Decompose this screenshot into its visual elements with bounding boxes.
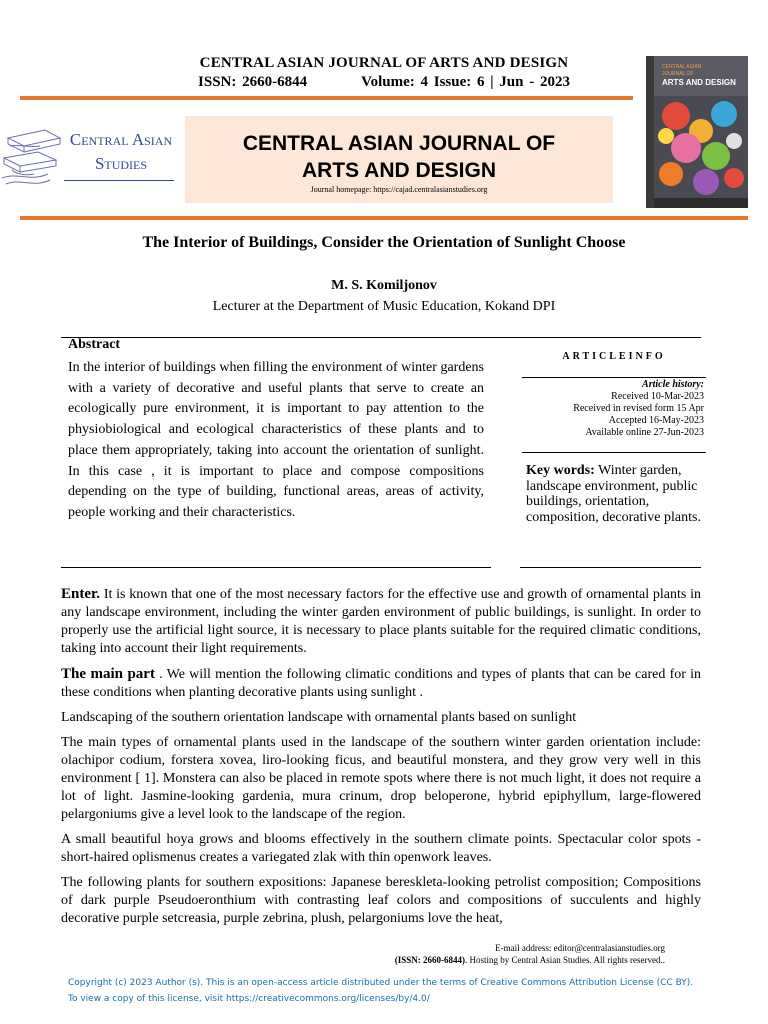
author-affiliation: Lecturer at the Department of Music Education, Kokand DPI	[212, 299, 556, 314]
cover-line-2: JOURNAL OF	[662, 71, 694, 77]
keywords	[526, 463, 710, 525]
abstract-text: In the interior of buildings when filling the environment of winter gardens with a variety of decorative and useful plants that serve to create an ecologically pure environment, it is important to pay attention to the physiobiological and ecological characteristics of these plants and to place them appropriately, taking into account the orientation of sunlight. In this case , it is important to place and compose compositions depending on the type of building, functional areas, areas of activity, people working and their characteristics.	[68, 360, 484, 520]
keywords-label: Key words:	[526, 463, 595, 478]
article-history	[522, 379, 704, 439]
intro-label: Enter.	[61, 586, 101, 602]
abstract-bottom-rule-left	[61, 567, 491, 568]
copyright-line: Copyright (c) 2023 Author (s). This is an open-access article distributed under the terms of Creative Commons Attribution License (CC BY).	[68, 978, 694, 988]
footer-email: E-mail address: editor@centralasianstudies.org	[495, 943, 665, 953]
banner-title	[185, 130, 613, 184]
logo-line-2: Studies	[94, 154, 148, 173]
cover-art	[646, 56, 748, 208]
revised-date: Received in revised form 15 Apr	[573, 403, 704, 414]
main-part-paragraph	[61, 665, 701, 702]
footer-issn: (ISSN: 2660-6844)	[394, 955, 466, 965]
journal-banner	[185, 116, 613, 203]
header-bottom-rule	[20, 216, 748, 220]
banner-title-line-2: ARTS AND DESIGN	[301, 159, 497, 182]
abstract-bottom-rule-right	[520, 567, 701, 568]
article-history-label: Article history:	[642, 379, 704, 390]
cover-line-1: CENTRAL ASIAN	[662, 64, 702, 70]
article-title: The Interior of Buildings, Consider the Orientation of Sunlight Choose	[142, 234, 626, 251]
history-rule	[522, 452, 706, 453]
intro-text: It is known that one of the most necessary factors for the effective use and growth of ornamental plants in any landscape environment, including the winter garden environment of public buildings, is sunlight. In order to properly use the artificial light source, it is necessary to place plants suitable for the required climatic conditions, taking into account their light requirements.	[61, 587, 701, 656]
central-asian-studies-logo	[0, 118, 180, 198]
running-journal-title: CENTRAL ASIAN JOURNAL OF ARTS AND DESIGN	[199, 55, 569, 71]
paragraph-4: The main types of ornamental plants used in the landscape of the southern winter garden orientation include: olachipor codium, forstera xovea, liro-looking ficus, and beautiful monstera, and they grow very well in this environment [ 1]. Monstera can also be placed in remote spots where there is not much light, it does not require a lot of light. Jasmine-looking gardenia, mura crinum, drop beloperone, hybrid epiphyllum, large-flowered pelargoniums give a level look to the landscape of the region.	[61, 735, 701, 822]
paragraph-5: A small beautiful hoya grows and blooms effectively in the southern climate points. Spectacular color spots - short-haired oplismenus creates a variegated zlak with thin openwork leaves.	[61, 832, 701, 865]
intro-paragraph	[61, 585, 701, 658]
online-date: Available online 27-Jun-2023	[585, 427, 704, 438]
article-info-heading: ARTICLEINFO	[562, 351, 666, 362]
paragraph-3: Landscaping of the southern orientation landscape with ornamental plants based on sunlight	[61, 710, 577, 725]
logo-line-1: Central Asian	[69, 130, 173, 149]
banner-title-line-1: CENTRAL ASIAN JOURNAL OF	[242, 132, 556, 155]
abstract-top-rule	[61, 337, 701, 338]
cover-line-3: ARTS AND DESIGN	[662, 78, 736, 87]
abstract-heading: Abstract	[68, 337, 121, 352]
footer-hosting	[0, 955, 665, 965]
volume-issue-text: Volume: 4 Issue: 6 | Jun - 2023	[361, 74, 570, 90]
articleinfo-rule	[522, 377, 706, 378]
journal-cover-image	[646, 56, 748, 208]
author-name: M. S. Komiljonov	[331, 278, 437, 293]
logo-wordmark	[60, 128, 182, 176]
journal-homepage: Journal homepage: https://cajad.centralasianstudies.org	[310, 185, 488, 194]
accepted-date: Accepted 16-May-2023	[608, 415, 704, 426]
logo-underline	[64, 180, 174, 181]
license-line: To view a copy of this license, visit https://creativecommons.org/licenses/by/4.0/	[68, 994, 430, 1004]
copyright-notice	[68, 975, 693, 1007]
received-date: Received 10-Mar-2023	[611, 391, 704, 402]
issn-text: ISSN: 2660-6844	[198, 74, 308, 90]
keywords-text: Winter garden, landscape environment, public buildings, orientation, composition, decorative plants.	[526, 463, 701, 525]
header-top-rule	[20, 96, 633, 100]
main-part-text: . We will mention the following climatic conditions and types of plants that can be cared for in these conditions when planting decorative plants using sunlight .	[61, 667, 701, 700]
main-part-label: The main part	[61, 666, 155, 682]
footer-hosting-text: . Hosting by Central Asian Studies. All rights reserved..	[465, 955, 665, 965]
paragraph-6: The following plants for southern expositions: Japanese bereskleta-looking petrolist composition; Compositions of dark purple Pseudoeronthium with contrasting leaf colors and compositions of succulents and highly decorative purple setcreasia, purple zebrina, plush, pelargoniums love the heat,	[61, 875, 701, 926]
